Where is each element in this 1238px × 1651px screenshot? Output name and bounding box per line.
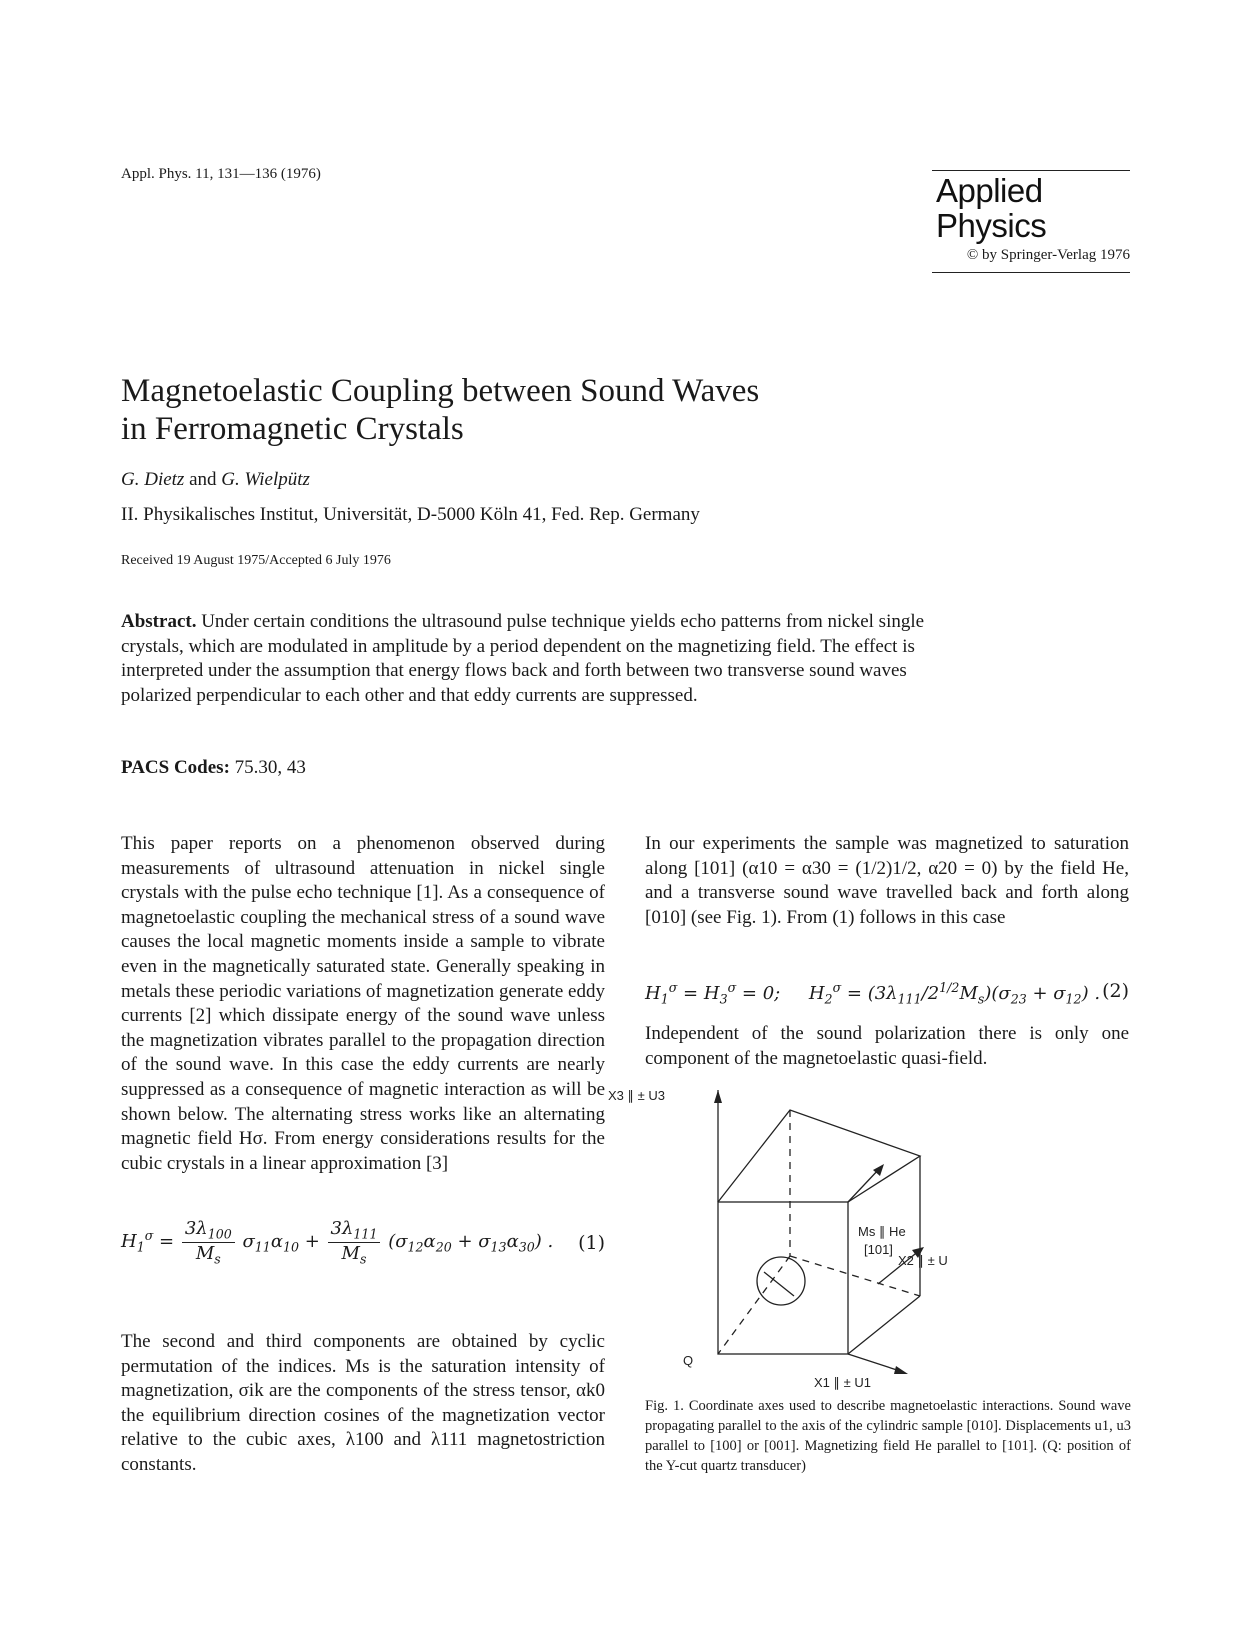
journal-name-line2: Physics [936, 207, 1047, 244]
x1-arrowhead [894, 1366, 908, 1374]
author-2: G. Wielpütz [221, 469, 310, 490]
abstract [121, 610, 927, 708]
journal-citation: Appl. Phys. 11, 131—136 (1976) [121, 166, 321, 182]
received-date: Received 19 August 1975/Accepted 6 July 1976 [121, 553, 391, 568]
journal-name-line1: Applied [936, 172, 1043, 209]
label-ms-he: Ms ∥ He [858, 1224, 906, 1239]
pacs-label: PACS Codes: [121, 757, 230, 778]
abstract-label: Abstract. [121, 611, 197, 632]
x3-arrowhead [714, 1090, 722, 1103]
sample-cylinder [757, 1257, 805, 1305]
body-left-paragraph-2: The second and third components are obtained by cyclic permutation of the indices. Ms is the saturation intensity of magnetization, σik are the components of the stress tensor, αk0 the equilibrium direction cosines of the magnetization vector relative to the cubic axes, λ100 and λ111 magnetostriction constants. [121, 1331, 605, 1475]
body-right-paragraph-2: Independent of the sound polarization there is only one component of the magnetoelastic quasi-field. [645, 1023, 1129, 1069]
figure-1-diagram [608, 1088, 948, 1390]
logo-top-rule [932, 170, 1130, 171]
copyright-notice: © by Springer-Verlag 1976 [966, 247, 1130, 263]
label-x3-axis: X3 ∥ ± U3 [608, 1088, 665, 1103]
author-separator: and [189, 469, 217, 490]
body-left-paragraph-1: This paper reports on a phenomenon observed during measurements of ultrasound attenuation in nickel single crystals with the pulse echo technique [1]. As a consequence of magnetoelastic coupling the mechanical stress of a sound wave causes the local magnetic moments inside a sample to vibrate even in the magnetically saturated state. Generally speaking in metals these periodic variations of magnetization generate eddy currents [2] which dissipate energy of the sound wave unless the magnetization vibrates parallel to the propagation direction of the sound wave. In this case the eddy currents are nearly suppressed as a consequence of magnetic interaction as will be shown below. The alternating stress works like an alternating magnetic field Hσ. From energy considerations results for the cubic crystals in a linear approximation [3] [121, 833, 605, 1174]
author-1: G. Dietz [121, 469, 185, 490]
x1-axis-line [848, 1354, 903, 1372]
label-direction-101: [101] [864, 1242, 893, 1257]
body-right-paragraph-1: In our experiments the sample was magnetized to saturation along [101] (α10 = α30 = (1/2)1/2, α20 = 0) by the field He, and a transverse sound wave travelled back and forth along [010] (see Fig. 1). From (1) follows in this case [645, 833, 1129, 928]
pacs-value: 75.30, 43 [234, 757, 306, 778]
equation-2-number: (2) [1102, 980, 1129, 1002]
label-quartz-q: Q [683, 1353, 694, 1368]
sample-axis-line [764, 1272, 794, 1296]
cube-top-face [718, 1110, 920, 1202]
equation-1: $H_1^\sigma$ = $\frac{3\lambda_{100}}{M_s}$ $\sigma_{11}\alpha_{10}$ + $\frac{3\lambda_{111}}{M_s}$ $(\sigma_{12}\alpha_{20} + \sigma_{13}\alpha_{30})$ . (1) [121, 1218, 605, 1267]
equation-1-number: (1) [578, 1232, 605, 1254]
title-line-1: Magnetoelastic Coupling between Sound Waves [121, 373, 760, 409]
journal-logo [932, 170, 1130, 273]
cube-bottom-right-edge [848, 1296, 920, 1354]
logo-bottom-rule [932, 272, 1130, 273]
cube-front-face [718, 1202, 848, 1354]
label-x2-axis: X2 ∥ ± U [898, 1253, 948, 1268]
title-line-2: in Ferromagnetic Crystals [121, 411, 464, 447]
pacs-codes [121, 757, 306, 779]
label-x1-axis: X1 ∥ ± U1 [814, 1375, 871, 1390]
equation-2: $H_1^\sigma = H_3^\sigma = 0$; $H_2^\sigma = (3\lambda_{111}/2^{1/2}M_s)(\sigma_{23} + \sigma_{12})$ . (2) [645, 980, 1129, 1007]
authors [121, 469, 310, 491]
abstract-text: Under certain conditions the ultrasound pulse technique yields echo patterns from nickel single crystals, which are modulated in amplitude by a period dependent on the magnetizing field. The effect is interpreted under the assumption that energy flows back and forth between two transverse sound waves polarized perpendicular to each other and that eddy currents are suppressed. [121, 611, 925, 706]
figure-1-caption: Fig. 1. Coordinate axes used to describe magnetoelastic interactions. Sound wave propagating parallel to the axis of the cylindric sample [010]. Displacements u1, u3 parallel to [100] or [001]. Magnetizing field He parallel to [101]. (Q: position of the Y-cut quartz transducer) [645, 1398, 1131, 1474]
paper-title [121, 372, 881, 448]
affiliation: II. Physikalisches Institut, Universität, D-5000 Köln 41, Fed. Rep. Germany [121, 504, 700, 525]
